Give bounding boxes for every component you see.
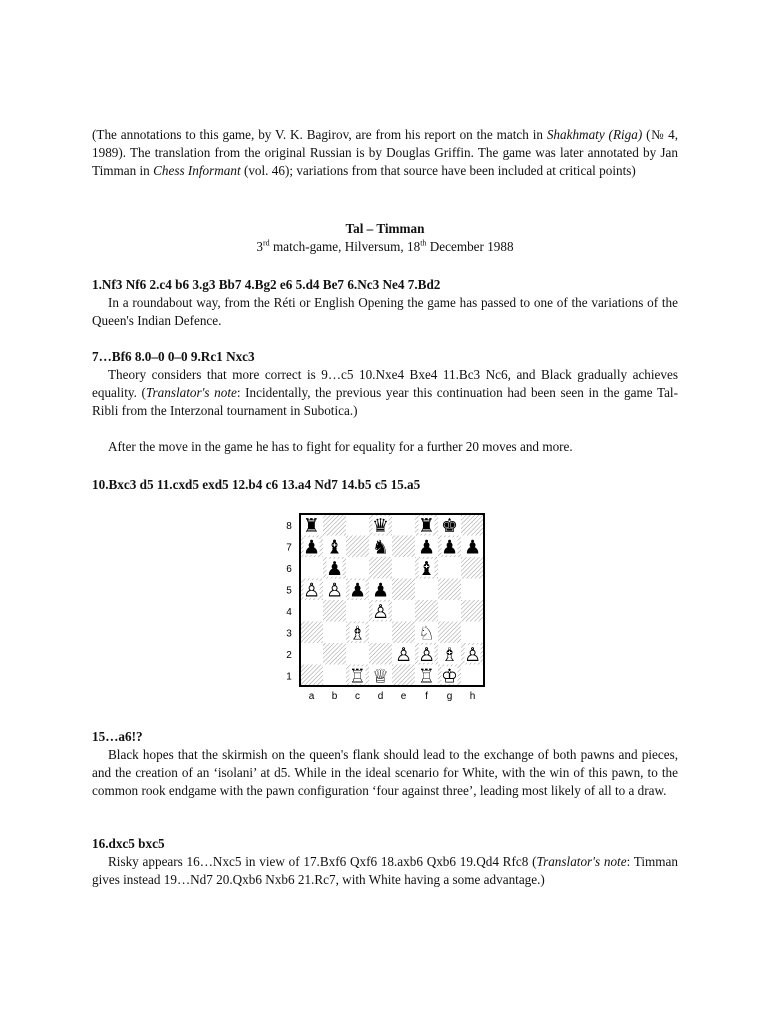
white-pawn-d4: ♙ xyxy=(371,600,390,623)
white-king-g1: ♔ xyxy=(440,665,459,688)
file-label: f xyxy=(425,691,428,702)
black-king-g8: ♚ xyxy=(440,514,459,537)
move-block-2b xyxy=(92,438,678,456)
square-h1 xyxy=(461,665,484,687)
square-g3 xyxy=(438,622,461,644)
white-knight-f3: ♘ xyxy=(417,622,436,645)
annotation: Black hopes that the skirmish on the queen's flank should lead to the exchange of both pawns and pieces, and the creation of an ‘isolani’ at d5. While in the ideal scenario for White, with the win of this pawn, to the common rook endgame with the pawn configuration ‘four against three’, leading most likely of all to a draw. xyxy=(92,747,678,799)
square-d6 xyxy=(369,557,392,579)
square-e3 xyxy=(392,622,415,644)
rank-label: 3 xyxy=(286,628,292,640)
black-rook-f8: ♜ xyxy=(417,514,436,537)
square-e1 xyxy=(392,665,415,687)
game-players: Tal – Timman xyxy=(345,221,425,236)
move-block-4 xyxy=(92,728,678,801)
file-label: d xyxy=(377,691,384,702)
source-title: Shakhmaty (Riga) xyxy=(546,127,643,142)
square-h3 xyxy=(461,622,484,644)
moves-line: 16.dxc5 bxc5 xyxy=(92,836,165,851)
square-g5 xyxy=(438,579,461,601)
white-pawn-f2: ♙ xyxy=(417,643,436,666)
white-queen-d1: ♕ xyxy=(371,665,390,688)
black-pawn-f7: ♟ xyxy=(417,536,436,559)
moves-line: 15…a6!? xyxy=(92,729,143,744)
intro-text-3: (vol. 46); variations from that source have been included at critical points) xyxy=(240,163,636,179)
rank-label: 5 xyxy=(286,585,292,597)
annotation: After the move in the game he has to fight for equality for a further 20 moves and more. xyxy=(108,439,573,454)
square-e5 xyxy=(392,579,415,601)
square-e6 xyxy=(392,557,415,579)
square-c6 xyxy=(346,557,369,579)
square-d2 xyxy=(369,643,392,665)
square-h6 xyxy=(461,557,484,579)
black-queen-d8: ♛ xyxy=(371,514,390,537)
white-pawn-e2: ♙ xyxy=(394,643,413,666)
chess-diagram xyxy=(280,510,490,707)
black-pawn-d5: ♟ xyxy=(371,579,390,602)
square-h4 xyxy=(461,600,484,622)
square-b1 xyxy=(323,665,346,687)
square-a6 xyxy=(300,557,323,579)
square-c2 xyxy=(346,643,369,665)
square-b8 xyxy=(323,514,346,536)
square-a2 xyxy=(300,643,323,665)
square-e4 xyxy=(392,600,415,622)
square-a3 xyxy=(300,622,323,644)
black-pawn-c5: ♟ xyxy=(348,579,367,602)
black-pawn-g7: ♟ xyxy=(440,536,459,559)
square-g4 xyxy=(438,600,461,622)
square-c8 xyxy=(346,514,369,536)
moves-line: 1.Nf3 Nf6 2.c4 b6 3.g3 Bb7 4.Bg2 e6 5.d4 Be7 6.Nc3 Ne4 7.Bd2 xyxy=(92,277,441,292)
rank-label: 4 xyxy=(286,606,292,618)
square-b4 xyxy=(323,600,346,622)
black-knight-d7: ♞ xyxy=(371,536,390,559)
white-bishop-c3: ♗ xyxy=(348,622,367,645)
square-d3 xyxy=(369,622,392,644)
black-pawn-h7: ♟ xyxy=(463,536,482,559)
file-label: b xyxy=(331,691,338,702)
intro-text-2: (№ 4, 1989). The translation from the original Russian is by Douglas Griffin. The game was later annotated by Jan Timman in xyxy=(92,127,678,179)
square-a4 xyxy=(300,600,323,622)
square-h5 xyxy=(461,579,484,601)
white-rook-c1: ♖ xyxy=(348,665,367,688)
black-pawn-b6: ♟ xyxy=(325,557,344,580)
file-label: e xyxy=(400,691,407,702)
rank-label: 8 xyxy=(286,520,292,532)
square-b3 xyxy=(323,622,346,644)
file-label: a xyxy=(308,691,315,702)
file-label: g xyxy=(446,691,453,702)
intro-paragraph xyxy=(92,126,678,181)
game-event: 3rd match-game, Hilversum, 18th December 1988 xyxy=(256,238,514,255)
square-h8 xyxy=(461,514,484,536)
file-label: c xyxy=(355,691,360,702)
annotation: In a roundabout way, from the Réti or English Opening the game has passed to one of the variations of the Queen's Indian Defence. xyxy=(92,295,678,329)
file-label: h xyxy=(469,691,476,702)
white-pawn-h2: ♙ xyxy=(463,643,482,666)
moves-line: 7…Bf6 8.0–0 0–0 9.Rc1 Nxc3 xyxy=(92,349,255,364)
square-c7 xyxy=(346,536,369,558)
move-block-1 xyxy=(92,276,678,330)
black-pawn-a7: ♟ xyxy=(302,536,321,559)
square-f4 xyxy=(415,600,438,622)
white-bishop-g2: ♗ xyxy=(440,643,459,666)
moves-line: 10.Bxc3 d5 11.cxd5 exd5 12.b4 c6 13.a4 Nd7 14.b5 c5 15.a5 xyxy=(92,477,421,492)
informant-title: Chess Informant xyxy=(153,163,241,179)
square-g6 xyxy=(438,557,461,579)
annotation: Risky appears 16…Nxc5 in view of 17.Bxf6 Qxf6 18.axb6 Qxb6 19.Qd4 Rfc8 (Translator's note: Timman gives instead 19…Nd7 20.Qxb6 Nxb6 21.Rc7, with White having a some advantage.) xyxy=(92,854,678,888)
black-bishop-f6: ♝ xyxy=(417,557,436,580)
square-a1 xyxy=(300,665,323,687)
rank-label: 6 xyxy=(286,563,292,575)
game-header xyxy=(92,220,678,256)
rank-label: 2 xyxy=(286,649,292,661)
square-b2 xyxy=(323,643,346,665)
move-block-3 xyxy=(92,476,678,494)
square-e8 xyxy=(392,514,415,536)
black-bishop-b7: ♝ xyxy=(325,536,344,559)
annotation: Theory considers that more correct is 9…c5 10.Nxe4 Bxe4 11.Bc3 Nc6, and Black gradually achieves equality. (Translator's note: Incidentally, the previous year this continuation had been seen in the game Tal-Ribli from the Interzonal tournament in Subotica.) xyxy=(92,367,678,419)
move-block-2 xyxy=(92,348,678,421)
rank-label: 1 xyxy=(286,671,292,683)
black-rook-a8: ♜ xyxy=(302,514,321,537)
square-f5 xyxy=(415,579,438,601)
chess-board xyxy=(280,510,490,702)
intro-text-1: (The annotations to this game, by V. K. Bagirov, are from his report on the match in xyxy=(92,127,547,142)
white-pawn-b5: ♙ xyxy=(325,579,344,602)
white-rook-f1: ♖ xyxy=(417,665,436,688)
square-c4 xyxy=(346,600,369,622)
square-e7 xyxy=(392,536,415,558)
rank-label: 7 xyxy=(286,542,292,554)
move-block-5 xyxy=(92,835,678,889)
white-pawn-a5: ♙ xyxy=(302,579,321,602)
